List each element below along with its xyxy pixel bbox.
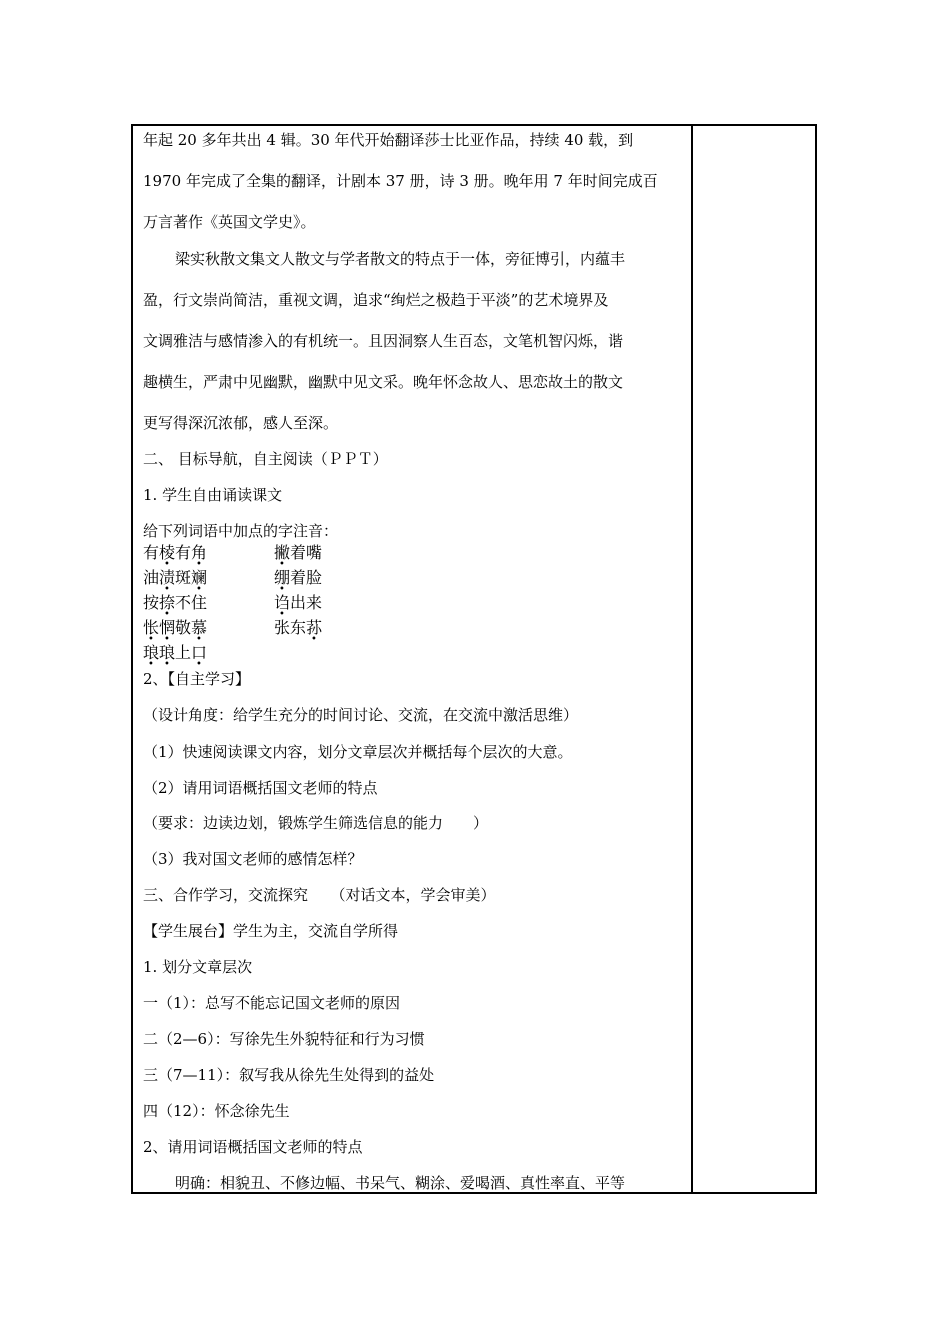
emphasis-dots: • [279, 559, 285, 570]
section3-heading: 三、合作学习，交流探究 （对话文本，学会审美） [143, 886, 496, 904]
student-show: 【学生展台】学生为主，交流自学所得 [143, 922, 399, 940]
vocab-word: 琅琅上口 [143, 643, 208, 662]
intro-line: 盈，行文崇尚简洁，重视文调，追求“绚烂之极趋于平淡”的艺术境界及 [143, 291, 609, 309]
design-angle: （设计角度：给学生充分的时间讨论、交流，在交流中激活思维） [143, 706, 579, 724]
section2-heading: 二、 目标导航，自主阅读（ＰＰＴ） [143, 450, 388, 468]
intro-line: 文调雅洁与感情渗入的有机统一。且因洞察人生百态，文笔机智闪烁，谐 [143, 332, 624, 350]
part-item: 四（12）：怀念徐先生 [143, 1102, 290, 1120]
question-2: （2）请用词语概括国文老师的特点 [143, 779, 378, 797]
column-divider [691, 124, 693, 1194]
vocab-word: 张东荪 [274, 618, 323, 637]
pinyin-prompt: 给下列词语中加点的字注音： [143, 522, 339, 540]
vocab-word: 怅惘敬慕 [143, 618, 208, 637]
vocab-word: 撇着嘴 [274, 543, 323, 562]
emphasis-dots: • • [164, 559, 202, 570]
requirement-note: （要求：边读边划，锻炼学生筛选信息的能力 ） [143, 814, 489, 832]
answer-line: 明确：相貌丑、不修边幅、书呆气、糊涂、爱喝酒、真性率直、平等 [175, 1174, 626, 1192]
vocab-word: 油渍斑斓 [143, 568, 208, 587]
question-3: （3）我对国文老师的感情怎样？ [143, 850, 363, 868]
question-1: （1）快速阅读课文内容，划分文章层次并概括每个层次的大意。 [143, 743, 573, 761]
part-item: 三（7—11）：叙写我从徐先生处得到的益处 [143, 1066, 435, 1084]
intro-line: 1970 年完成了全集的翻译，计剧本 37 册，诗 3 册。晚年用 7 年时间完成百 [143, 172, 658, 190]
emphasis-dots: • [311, 634, 317, 645]
intro-line: 万言著作《英国文学史》。 [143, 213, 316, 231]
vocab-word: 绷着脸 [274, 568, 323, 587]
vocab-word: 按捺不住 [143, 593, 208, 612]
traits-heading: 2、请用词语概括国文老师的特点 [143, 1138, 363, 1156]
part-item: 二（2—6）：写徐先生外貌特征和行为习惯 [143, 1030, 425, 1048]
emphasis-dots: • [164, 609, 170, 620]
intro-line: 年起 20 多年共出 4 辑。30 年代开始翻译莎士比亚作品，持续 40 载，到 [143, 131, 634, 149]
emphasis-dots: • [279, 609, 285, 620]
vocab-word: 诌出来 [274, 593, 323, 612]
emphasis-dots: • • • [148, 659, 202, 670]
part-item: 一（1）：总写不能忘记国文老师的原因 [143, 994, 401, 1012]
self-study-heading: 2、【自主学习】 [143, 670, 251, 688]
emphasis-dots: • • • [148, 634, 202, 645]
intro-line: 趣横生，严肃中见幽默，幽默中见文采。晚年怀念故人、思恋故土的散文 [143, 373, 624, 391]
intro-line: 梁实秋散文集文人散文与学者散文的特点于一体，旁征博引，内蕴丰 [175, 250, 626, 268]
item1-heading: 1. 学生自由诵读课文 [143, 486, 283, 504]
divide-heading: 1. 划分文章层次 [143, 958, 253, 976]
emphasis-dots: • • [164, 584, 202, 595]
intro-line: 更写得深沉浓郁，感人至深。 [143, 414, 339, 432]
vocab-word: 有棱有角 [143, 543, 208, 562]
emphasis-dots: • [279, 584, 285, 595]
